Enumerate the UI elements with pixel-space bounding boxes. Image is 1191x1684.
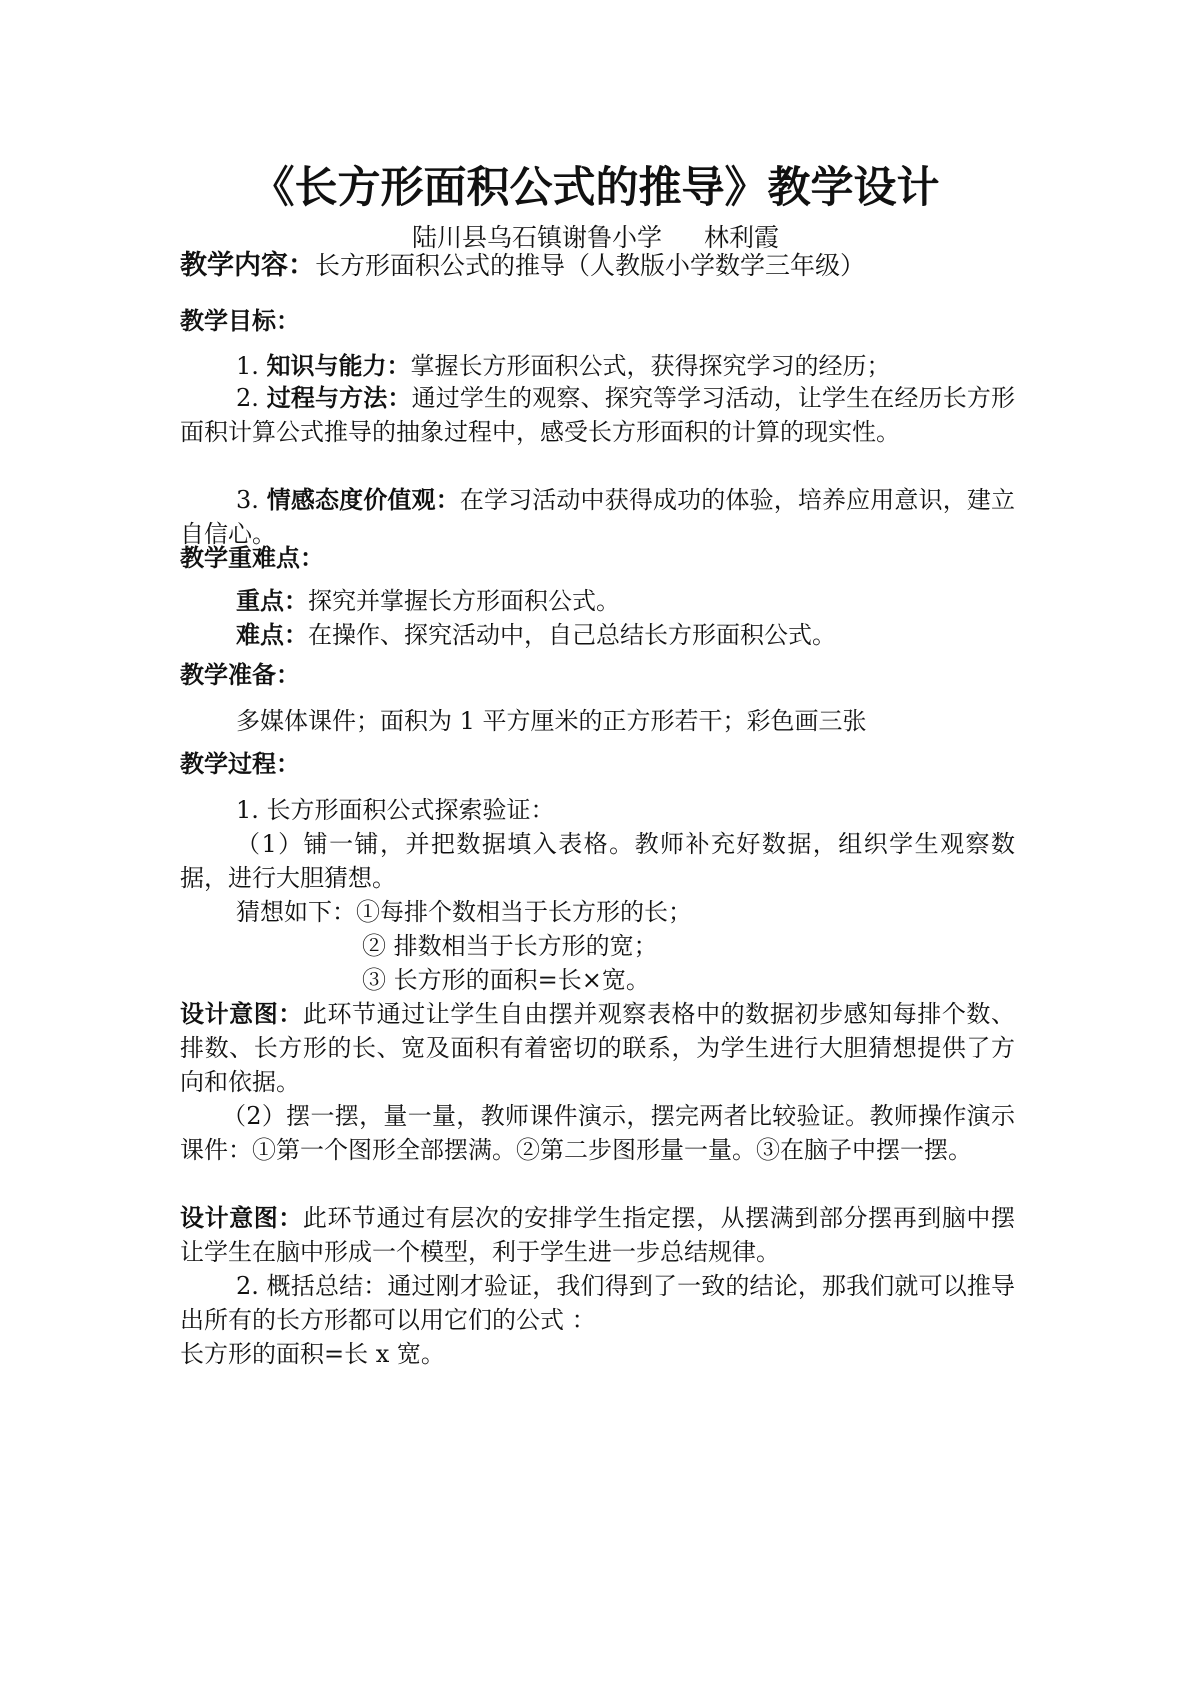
goal-num: 2. [236, 384, 259, 412]
author-name: 林利霞 [704, 223, 780, 252]
guess-label: 猜想如下： [236, 898, 356, 926]
process-step-1: 1. 长方形面积公式探索验证： [236, 796, 555, 824]
process-step-2: 2. 概括总结：通过刚才验证，我们得到了一致的结论，那我们就可以推导出所有的长方形都可以用它们的公式 ： [180, 1272, 1015, 1334]
content-text: 长方形面积公式的推导（人教版小学数学三年级） [315, 251, 866, 280]
intent-label: 设计意图： [180, 1204, 303, 1232]
keypoints-heading: 教学重难点： [180, 544, 324, 572]
goal-text: 通过学生的观察、探究等学习活动，让学生在经历长方形面积计算公式推导的抽象过程中，感受长方形面积的计算的现实性。 [180, 384, 1016, 446]
key-text: 探究并掌握长方形面积公式。 [308, 587, 620, 615]
key-line [180, 584, 1071, 618]
key-label: 重点： [236, 587, 308, 615]
goal-label: 情感态度价值观： [266, 486, 460, 514]
author-school: 陆川县乌石镇谢鲁小学 [411, 223, 662, 252]
process-step-1-1: （1）铺一铺，并把数据填入表格。教师补充好数据，组织学生观察数据，进行大胆猜想。 [180, 830, 1015, 892]
process-heading: 教学过程： [180, 750, 300, 778]
process-step-1-2: （2）摆一摆，量一量，教师课件演示，摆完两者比较验证。教师操作演示课件：①第一个图形全部摆满。②第二步图形量一量。③在脑子中摆一摆。 [180, 1102, 1015, 1164]
content-label: 教学内容： [180, 250, 315, 281]
intent-paragraph-1 [180, 997, 1015, 1099]
goals-heading: 教学目标： [180, 307, 300, 335]
goal-text: 掌握长方形面积公式，获得探究学习的经历； [410, 352, 891, 380]
guess-line-1 [180, 895, 1071, 929]
guess-line-2: ② 排数相当于长方形的宽； [362, 932, 658, 960]
goal-label: 过程与方法： [266, 384, 412, 412]
document-title: 《长方形面积公式的推导》教学设计 [251, 163, 940, 213]
prep-text: 多媒体课件；面积为 1 平方厘米的正方形若干；彩色画三张 [236, 707, 867, 735]
goal-text: 在学习活动中获得成功的体验，培养应用意识，建立自信心。 [180, 486, 1016, 548]
formula-line: 长方形的面积=长 x 宽。 [180, 1340, 445, 1368]
hard-line [180, 618, 1071, 652]
goal-num: 1. [236, 352, 259, 380]
guess-item: ①每排个数相当于长方形的长； [356, 898, 692, 926]
hard-label: 难点： [236, 621, 308, 649]
goal-label: 知识与能力： [266, 352, 411, 380]
intent-text: 此环节通过让学生自由摆并观察表格中的数据初步感知每排个数、排数、长方形的长、宽及面积有着密切的联系，为学生进行大胆猜想提供了方向和依据。 [180, 1000, 1016, 1096]
content-line [180, 246, 1015, 286]
guess-line-3: ③ 长方形的面积=长×宽。 [362, 966, 650, 994]
intent-paragraph-2 [180, 1201, 1015, 1269]
intent-label: 设计意图： [180, 1000, 303, 1028]
intent-text: 此环节通过有层次的安排学生指定摆，从摆满到部分摆再到脑中摆让学生在脑中形成一个模型，利于学生进一步总结规律。 [180, 1204, 1016, 1266]
goal-item-1 [180, 349, 1015, 383]
goal-num: 3. [236, 486, 259, 514]
goal-item-2 [180, 381, 1015, 449]
hard-text: 在操作、探究活动中，自己总结长方形面积公式。 [308, 621, 836, 649]
prep-heading: 教学准备： [180, 661, 300, 689]
